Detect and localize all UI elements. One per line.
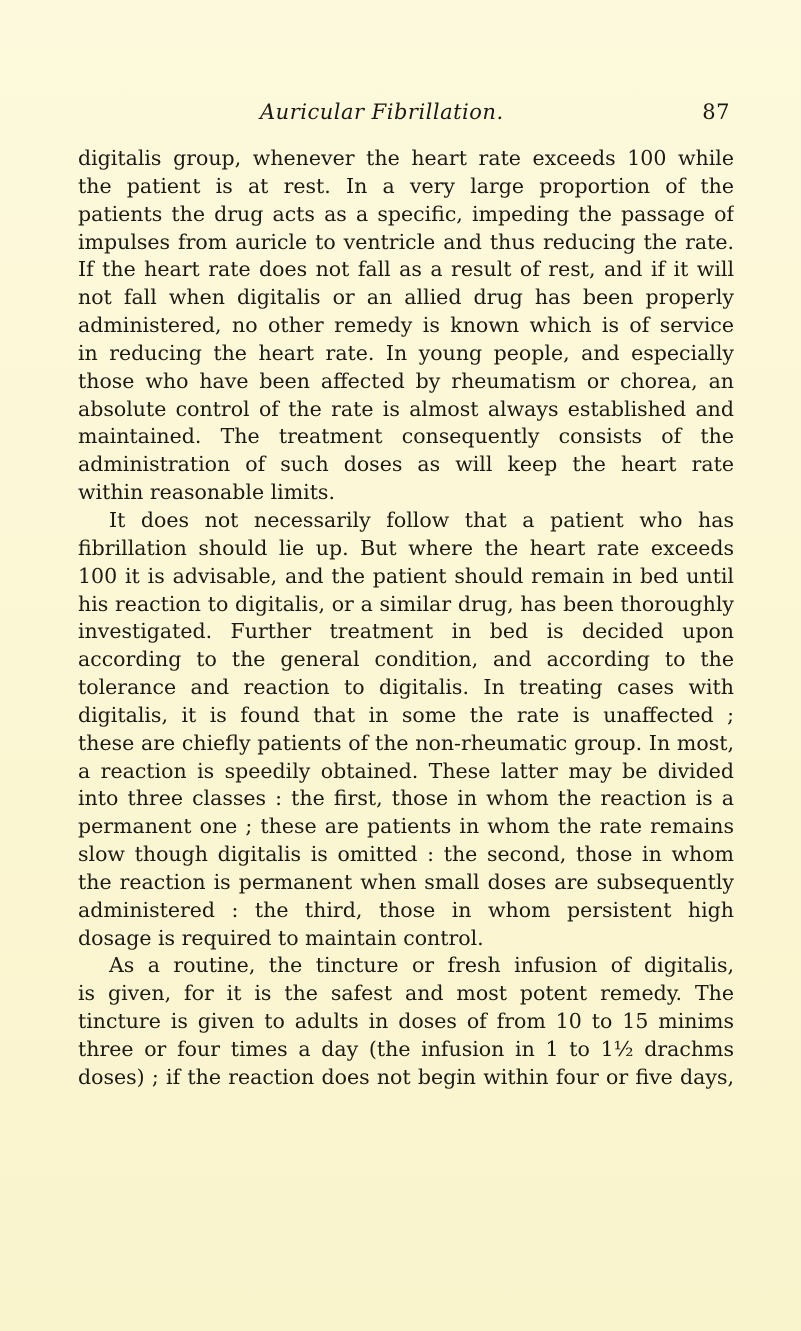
text-line: permanent one ; these are patients in whom the rate remains <box>78 814 734 839</box>
paragraph <box>78 145 734 507</box>
text-line: patients the drug acts as a specific, impeding the passage of <box>78 201 734 226</box>
text-line: his reaction to digitalis, or a similar drug, has been thoroughly <box>78 591 734 616</box>
text-line: digitalis, it is found that in some the rate is unaffected ; <box>78 702 734 727</box>
text-line: fibrillation should lie up. But where the heart rate exceeds <box>78 535 734 560</box>
text-line: impulses from auricle to ventricle and thus reducing the rate. <box>78 229 734 254</box>
text-line: It does not necessarily follow that a patient who has <box>109 507 734 532</box>
running-title: Auricular Fibrillation. <box>260 100 504 124</box>
text-line: administered : the third, those in whom persistent high <box>78 897 734 922</box>
text-line: investigated. Further treatment in bed is decided upon <box>78 619 734 644</box>
text-line: into three classes : the first, those in whom the reaction is a <box>78 786 734 811</box>
text-line: not fall when digitalis or an allied drug has been properly <box>78 285 734 310</box>
text-line: three or four times a day (the infusion in 1 to 1½ drachms <box>78 1037 734 1061</box>
text-line: If the heart rate does not fall as a result of rest, and if it will <box>78 257 734 282</box>
text-line: a reaction is speedily obtained. These latter may be divided <box>78 758 734 783</box>
text-line: the reaction is permanent when small doses are subsequently <box>78 869 734 894</box>
text-line: tolerance and reaction to digitalis. In treating cases with <box>78 675 734 700</box>
text-line: is given, for it is the safest and most potent remedy. The <box>78 981 734 1006</box>
text-line: doses) ; if the reaction does not begin within four or five days, <box>78 1064 734 1089</box>
body-text <box>78 145 734 1092</box>
text-line: maintained. The treatment consequently consists of the <box>78 424 734 449</box>
text-line: the patient is at rest. In a very large proportion of the <box>78 173 734 198</box>
text-line: slow though digitalis is omitted : the second, those in whom <box>78 842 734 867</box>
text-line: 100 it is advisable, and the patient should remain in bed until <box>78 563 734 588</box>
text-line: administration of such doses as will keep the heart rate <box>78 452 734 477</box>
text-line: dosage is required to maintain control. <box>78 925 484 950</box>
text-line: absolute control of the rate is almost always established and <box>78 396 734 421</box>
text-line: administered, no other remedy is known which is of service <box>78 313 734 338</box>
text-line: As a routine, the tincture or fresh infusion of digitalis, <box>109 953 734 978</box>
text-line: within reasonable limits. <box>78 480 335 505</box>
page-number: 87 <box>702 100 730 124</box>
text-line: digitalis group, whenever the heart rate exceeds 100 while <box>78 146 734 170</box>
running-head <box>260 100 730 130</box>
paragraph <box>78 507 734 953</box>
text-line: these are chiefly patients of the non-rheumatic group. In most, <box>78 730 734 755</box>
text-line: in reducing the heart rate. In young people, and especially <box>78 340 734 365</box>
paragraph <box>78 952 734 1091</box>
text-line: according to the general condition, and according to the <box>78 647 734 672</box>
text-line: tincture is given to adults in doses of from 10 to 15 minims <box>78 1009 734 1034</box>
text-line: those who have been affected by rheumatism or chorea, an <box>78 368 734 393</box>
